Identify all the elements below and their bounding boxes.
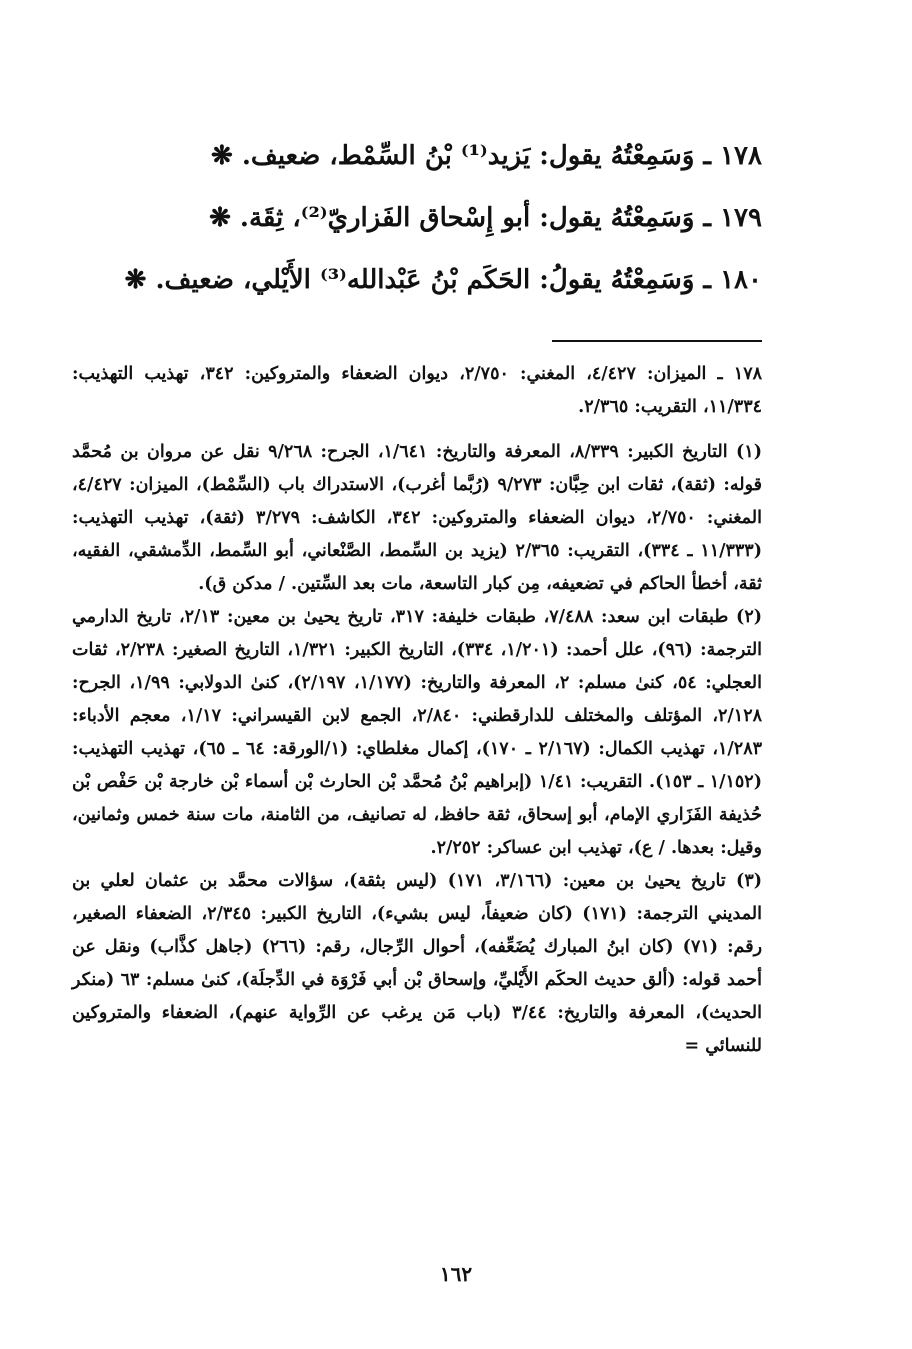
footnotes: [72, 358, 762, 1063]
footnote-2: (٢) طبقات ابن سعد: ٧/٤٨٨، طبقات خليفة: ٣١٧، تاريخ يحيىٰ بن معين: ٢/١٣، تاريخ الدارمي الترجمة: (٩٦)، علل أحمد: (١/٢٠١، ٣٣٤)، التاريخ الكبير: ١/٣٢١، التاريخ الصغير: ٢/٢٣٨، ثقات العجلي: ٥٤، كنىٰ مسلم: ٢، المعرفة والتاريخ: (١/١٧٧، ٢/١٩٧)، كنىٰ الدولابي: ١/٩٩، الجرح: ٢/١٢٨، المؤتلف والمختلف للدارقطني: ٢/٨٤٠، الجمع لابن القيسراني: ١/١٧، معجم الأدباء: ١/٢٨٣، تهذيب الكمال: (٢/١٦٧ ـ ١٧٠)، إكمال مغلطاي: (١/الورقة: ٦٤ ـ ٦٥)، تهذيب التهذيب: (١/١٥٢ ـ ١٥٣). التقريب: ١/٤١ (إبراهيم بْنُ مُحمَّد بْن الحارث بْن أسماء بْن خارجة بْن حَفْص بْن حُذيفة الفَزَاري الإمام، أبو إسحاق، ثقة حافظ، له تصانيف، من الثامنة، مات سنة خمس وثمانين، وقيل: بعدها. / ع)، تهذيب ابن عساكر: ٢/٢٥٢.: [72, 607, 763, 858]
entry-178: ١٧٨ ـ وَسَمِعْتُهُ يقول: يَزيد⁽¹⁾ بْنُ السِّمْط، ضعيف. ❋: [211, 141, 762, 171]
page-number: ١٦٢: [439, 1262, 473, 1286]
footnote-1: (١) التاريخ الكبير: ٨/٣٣٩، المعرفة والتاريخ: ١/٦٤١، الجرح: ٩/٢٦٨ نقل عن مروان بن مُحمَّد قوله: (ثقة)، ثقات ابن حِبَّان: ٩/٢٧٣ (رُبَّما أغرب)، الاستدراك باب (السِّمْط)، الميزان: ٤/٤٢٧، المغني: ٢/٧٥٠، ديوان الضعفاء والمتروكين: ٣٤٢، الكاشف: ٣/٢٧٩ (ثقة)، تهذيب التهذيب: (١١/٣٣٣ ـ ٣٣٤)، التقريب: ٢/٣٦٥ (يزيد بن السِّمط، الصَّنْعاني، أبو السِّمط، الدِّمشقي، الفقيه، ثقة، أخطأ الحاكم في تضعيفه، مِن كبار التاسعة، مات بعد السِّتين. / مدكن ق).: [72, 442, 763, 594]
entry-179: ١٧٩ ـ وَسَمِعْتُهُ يقول: أبو إِسْحاق الفَزاريّ⁽²⁾، ثِقَة. ❋: [209, 203, 762, 233]
entry-180: ١٨٠ ـ وَسَمِعْتُهُ يقولُ: الحَكَم بْنُ عَبْدالله⁽³⁾ الأَيْلي، ضعيف. ❋: [124, 265, 762, 295]
footnote-3: (٣) تاريخ يحيىٰ بن معين: (٣/١٦٦، ١٧١) (ليس بثقة)، سؤالات محمَّد بن عثمان لعلي بن المديني الترجمة: (١٧١) (كان ضعيفاً، ليس بشيء)، التاريخ الكبير: ٢/٣٤٥، الضعفاء الصغير، رقم: (٧١) (كان ابنُ المبارك يُضَعِّفه)، أحوال الرِّجال، رقم: (٢٦٦) (جاهل كذَّاب) ونقل عن أحمد قوله: (ألق حديث الحكَم الأَيْليِّ، وإسحاق بْن أبي فَرْوَة في الدِّجلَة)، كنىٰ مسلم: ٦٣ (منكر الحديث)، المعرفة والتاريخ: ٣/٤٤ (باب مَن يرغب عن الرِّواية عنهم)، الضعفاء والمتروكين للنسائي =: [72, 871, 763, 1056]
main-entries: [124, 140, 762, 326]
note-178: ١٧٨ ـ الميزان: ٤/٤٢٧، المغني: ٢/٧٥٠، ديوان الضعفاء والمتروكين: ٣٤٢، تهذيب التهذيب: ١١/٣٣٤، التقريب: ٢/٣٦٥.: [72, 364, 762, 417]
footnote-separator: [552, 340, 762, 342]
